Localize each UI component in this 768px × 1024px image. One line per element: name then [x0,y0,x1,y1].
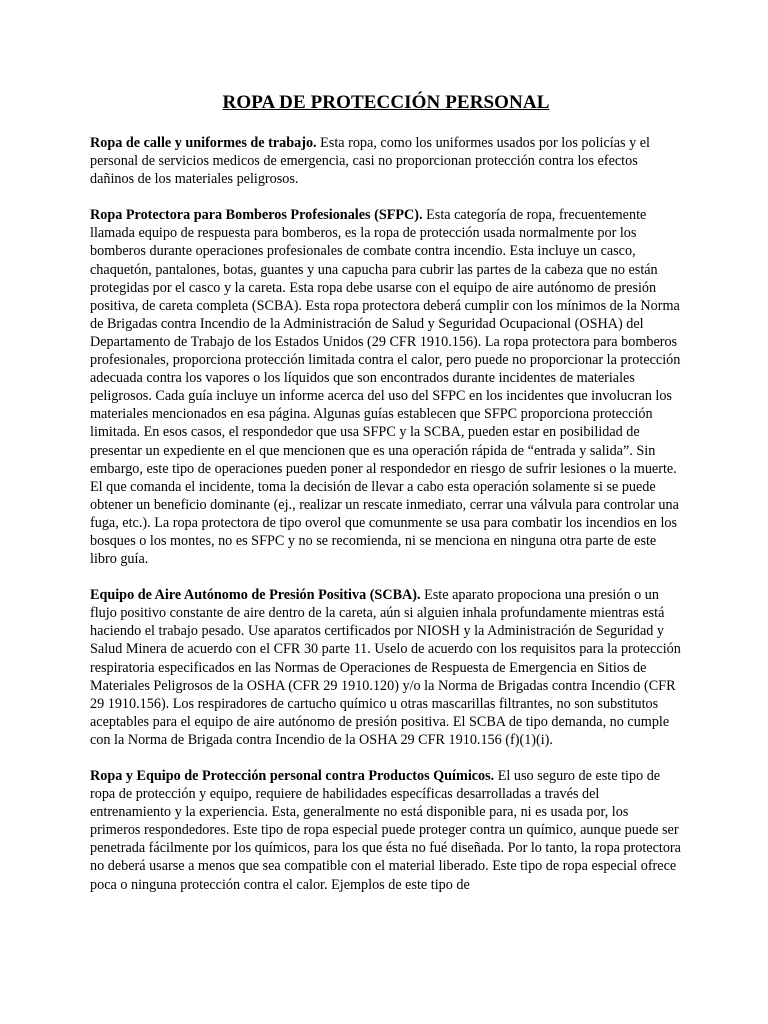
section-heading: Ropa Protectora para Bomberos Profesionales (SFPC). [90,207,423,224]
section-street-clothing [90,134,682,188]
section-body: Este aparato propociona una presión o un flujo positivo constante de aire dentro de la careta, aún si alguien inhala profundamente mientras está haciendo el trabajo pesado. Use aparatos certificados por NIOSH y la Administración de Seguridad y Salud Minera de acuerdo con el CFR 30 parte 11. Uselo de acuerdo con los requisitos para la protección respiratoria especificados en las Normas de Operaciones de Respuesta de Emergencia en Sitios de Materiales Peligrosos de la OSHA (CFR 29 1910.120) y/o la Norma de Brigadas contra Incendio (CFR 29 1910.156). Los respiradores de cartucho químico u otras mascarillas filtrantes, no son substitutos aceptables para el equipo de aire autónomo de presión positiva. El SCBA de tipo demanda, no cumple con la Norma de Brigada contra Incendio de la OSHA 29 CFR 1910.156 (f)(1)(i). [90,587,681,748]
document-content [90,92,682,912]
section-sfpc [90,206,682,568]
section-chemical-protection [90,767,682,894]
section-body: Esta ropa, como los uniformes usados por los policías y el personal de servicios medicos de emergencia, casi no proporcionan protección contra los efectos dañinos de los materiales peligrosos. [90,135,650,188]
document-title: ROPA DE PROTECCIÓN PERSONAL [222,92,550,113]
section-heading: Equipo de Aire Autónomo de Presión Positiva (SCBA). [90,587,421,604]
section-body: Esta categoría de ropa, frecuentemente llamada equipo de respuesta para bomberos, es la ropa de protección usada normalmente por los bomberos durante operaciones profesionales de combate contra incendio. Esta incluye un casco, chaquetón, pantalones, botas, guantes y una capucha para cubrir las partes de la cabeza que no están protegidas por el casco y la careta. Esta ropa debe usarse con el equipo de aire autónomo de presión positiva, de careta completa (SCBA). Esta ropa protectora deberá cumplir con los mínimos de la Norma de Brigadas contra Incendio de la Administración de Salud y Seguridad Ocupacional (OSHA) del Departamento de Trabajo de los Estados Unidos (29 CFR 1910.156). La ropa protectora para bomberos profesionales, proporciona protección limitada contra el calor, pero puede no proporcionar la protección adecuada contra los vapores o los líquidos que son encontrados durante incidentes de materiales peligrosos. Cada guía incluye un informe acerca del uso del SFPC en los incidentes que involucran los materiales mencionados en esa página. Algunas guías establecen que SFPC proporciona protección limitada. En esos casos, el respondedor que usa SFPC y la SCBA, pueden estar en posibilidad de presentar un expediente en el que mencionen que es una operación rápida de “entrada y salida”. Sin embargo, este tipo de operaciones pueden poner al respondedor en riesgo de sufrir lesiones o la muerte. El que comanda el incidente, toma la decisión de llevar a cabo esta operación solamente si se puede obtener un beneficio dominante (ej., realizar un rescate inmediato, cerrar una válvula para controlar una fuga, etc.). La ropa protectora de tipo overol que comunmente se usa para combatir los incendios en los bosques o los montes, no es SFPC y no se recomienda, ni se menciona en ninguna otra parte de este libro guía. [90,207,681,568]
section-scba [90,586,682,749]
section-heading: Ropa de calle y uniformes de trabajo. [90,135,317,151]
section-heading: Ropa y Equipo de Protección personal contra Productos Químicos. [90,768,495,784]
section-body: El uso seguro de este tipo de ropa de protección y equipo, requiere de habilidades específicas desarrolladas a través del entrenamiento y la experiencia. Esta, generalmente no está disponible para, ni es usada por, los primeros respondedores. Este tipo de ropa especial puede proteger contra un químico, aunque puede ser penetrada fácilmente por los químicos, para los que ésta no fué diseñada. Por lo tanto, la ropa protectora no deberá usarse a menos que sea compatible con el material liberado. Este tipo de ropa especial ofrece poca o ninguna protección contra el calor. Ejemplos de este tipo de [90,768,681,893]
